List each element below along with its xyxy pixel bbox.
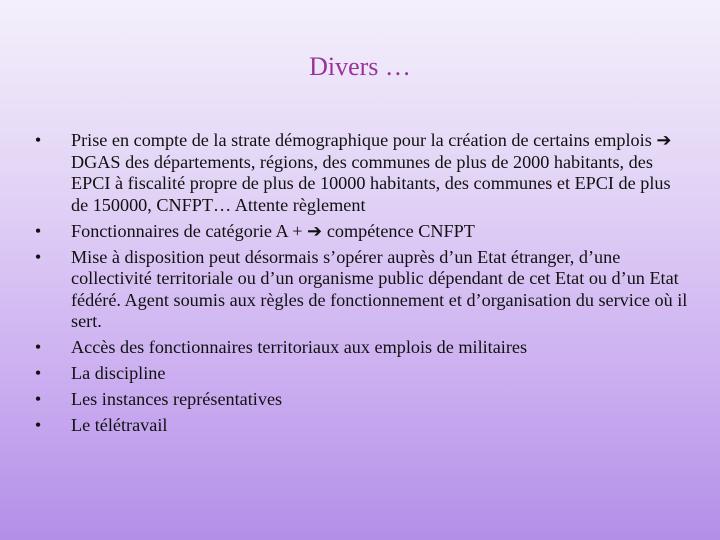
bullet-text: Accès des fonctionnaires territoriaux aux emplois de militaires <box>71 337 528 357</box>
bullet-item <box>28 415 688 437</box>
bullet-text: Prise en compte de la strate démographique pour la création de certains emplois <box>71 130 657 150</box>
bullet-text: Les instances représentatives <box>71 389 283 409</box>
arrow-right-icon: ➔ <box>307 220 323 241</box>
bullet-item <box>28 247 688 333</box>
arrow-right-icon: ➔ <box>656 130 672 150</box>
bullet-item <box>28 221 688 243</box>
bullet-text: Fonctionnaires de catégorie A + <box>71 220 308 241</box>
bullet-dot-icon: • <box>34 220 42 241</box>
bullet-item <box>28 389 688 411</box>
slide-title: Divers … <box>309 52 411 81</box>
bullet-item <box>28 130 688 216</box>
bullet-text: Le télétravail <box>71 415 168 435</box>
bullet-text: Mise à disposition peut désormais s’opérer auprès d’un Etat étranger, d’une collectivité territoriale ou d’un organisme public dépendant de cet Etat ou d’un Etat fédéré. Agent soumis aux règles de fonctionnement et d’organisation du service où il sert. <box>71 246 688 331</box>
bullet-text: DGAS des départements, régions, des communes de plus de 2000 habitants, des EPCI à fiscalité propre de plus de 10000 habitants, des communes et EPCI de plus de 150000, CNFPT… Attente règlement <box>71 151 671 215</box>
bullet-text: compétence CNFPT <box>322 220 475 241</box>
bullet-list <box>28 130 688 441</box>
bullet-dot-icon: • <box>34 337 42 357</box>
bullet-dot-icon: • <box>34 415 42 435</box>
bullet-dot-icon: • <box>34 246 42 267</box>
bullet-item <box>28 337 688 359</box>
bullet-dot-icon: • <box>34 363 42 383</box>
bullet-text: La discipline <box>71 363 166 383</box>
bullet-dot-icon: • <box>34 389 42 409</box>
bullet-item <box>28 363 688 385</box>
bullet-dot-icon: • <box>34 130 42 150</box>
